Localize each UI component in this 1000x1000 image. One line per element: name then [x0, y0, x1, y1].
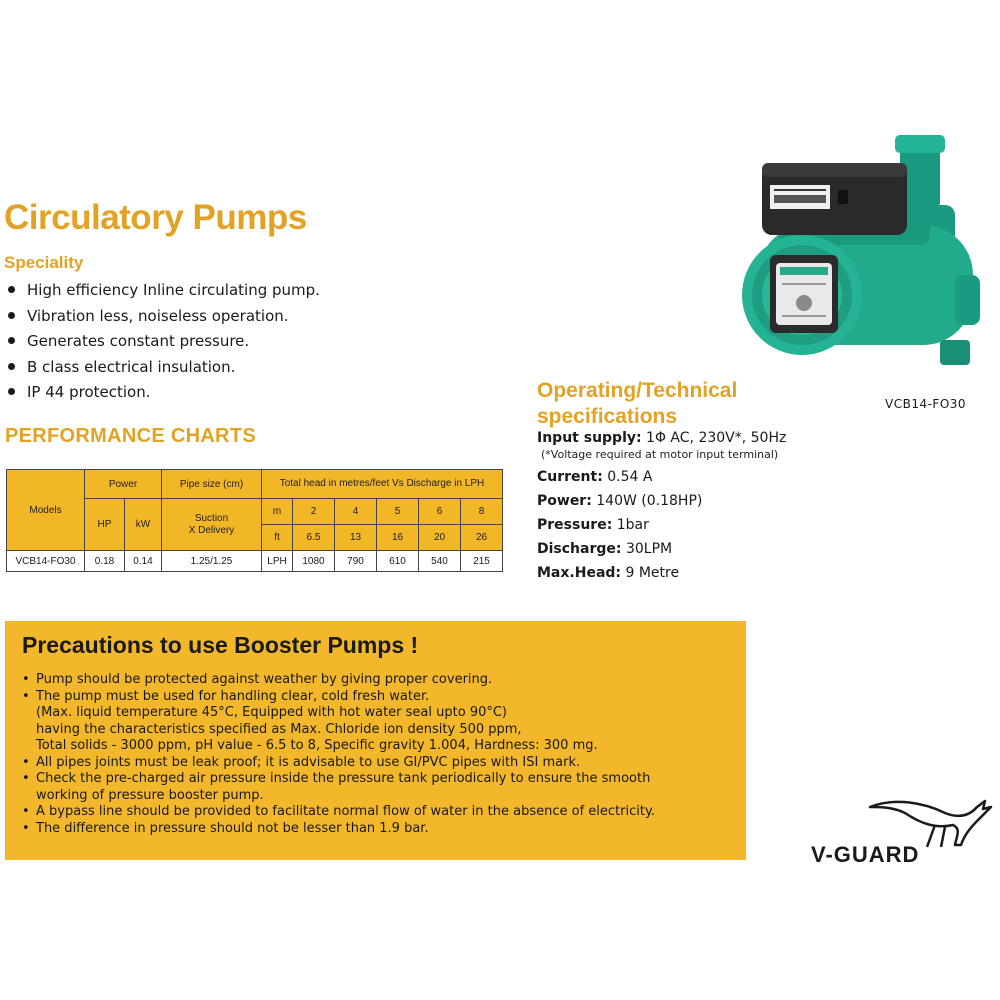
- head-header: Total head in metres/feet Vs Discharge in LPH: [262, 470, 503, 499]
- spec-pressure: Pressure: 1bar: [537, 517, 649, 533]
- lph-cell: 215: [461, 551, 503, 572]
- unit-cell: LPH: [262, 551, 293, 572]
- spec-discharge: Discharge: 30LPM: [537, 541, 673, 557]
- precaution-item: • A bypass line should be provided to facilitate normal flow of water in the absence of electricity.: [22, 804, 655, 819]
- ft-value: 16: [377, 525, 419, 551]
- bullet-icon: [8, 337, 15, 344]
- performance-table: [6, 469, 503, 572]
- m-value: 4: [335, 499, 377, 525]
- precaution-item: • All pipes joints must be leak proof; it is advisable to use GI/PVC pipes with ISI mark.: [22, 754, 581, 770]
- ft-value: 20: [419, 525, 461, 551]
- precaution-item: • Check the pre-charged air pressure inside the pressure tank periodically to ensure the smooth: [22, 771, 651, 786]
- bullet-icon: [8, 363, 15, 370]
- spec-input-note: (*Voltage required at motor input terminal): [541, 448, 779, 461]
- page-title: Circulatory Pumps: [4, 198, 307, 237]
- lph-cell: 540: [419, 551, 461, 572]
- performance-heading: PERFORMANCE CHARTS: [5, 425, 256, 447]
- precaution-item: Total solids - 3000 ppm, pH value - 6.5 to 8, Specific gravity 1.004, Hardness: 300 mg.: [36, 738, 598, 753]
- precaution-item: (Max. liquid temperature 45°C, Equipped with hot water seal upto 90°C): [36, 705, 508, 720]
- ft-value: 26: [461, 525, 503, 551]
- speciality-item: High efficiency Inline circulating pump.: [4, 278, 320, 304]
- bullet-icon: [8, 286, 15, 293]
- bullet-icon: [8, 312, 15, 319]
- ft-value: 13: [335, 525, 377, 551]
- precaution-item: • The pump must be used for handling clear, cold fresh water.: [22, 688, 430, 704]
- precaution-item: • Pump should be protected against weather by giving proper covering.: [22, 672, 493, 687]
- pump-product-image: [740, 135, 990, 375]
- precaution-item: • The difference in pressure should not be lesser than 1.9 bar.: [22, 820, 429, 836]
- models-header: Models: [7, 470, 85, 551]
- brand-logo-text: V-GUARD: [811, 842, 920, 867]
- pipe-size-header: Pipe size (cm): [162, 470, 262, 499]
- speciality-item: Vibration less, noiseless operation.: [4, 304, 320, 330]
- precaution-item: having the characteristics specified as Max. Chloride ion density 500 ppm,: [36, 721, 522, 737]
- operating-heading: Operating/Technical specifications: [537, 379, 738, 428]
- spec-power: Power: 140W (0.18HP): [537, 493, 703, 509]
- spec-max-head: Max.Head: 9 Metre: [537, 565, 680, 581]
- power-header: Power: [85, 470, 162, 499]
- product-model-caption: VCB14-FO30: [885, 397, 967, 411]
- speciality-item: IP 44 protection.: [4, 380, 320, 406]
- kw-cell: 0.14: [125, 551, 162, 572]
- m-value: 5: [377, 499, 419, 525]
- pipe-cell: 1.25/1.25: [162, 551, 262, 572]
- kw-header: kW: [125, 499, 162, 551]
- suction-header: Suction X Delivery: [162, 499, 262, 551]
- lph-cell: 1080: [293, 551, 335, 572]
- lph-cell: 790: [335, 551, 377, 572]
- speciality-list: [4, 278, 320, 406]
- precautions-list: [22, 672, 655, 837]
- spec-current: Current: 0.54 A: [537, 469, 653, 485]
- spec-input-supply: Input supply: 1Φ AC, 230V*, 50Hz: [537, 430, 787, 446]
- hp-header: HP: [85, 499, 125, 551]
- speciality-item: B class electrical insulation.: [4, 355, 320, 381]
- m-value: 6: [419, 499, 461, 525]
- precautions-title: Precautions to use Booster Pumps !: [22, 632, 419, 658]
- precaution-item: working of pressure booster pump.: [36, 787, 264, 803]
- table-row: [7, 551, 503, 572]
- speciality-item: Generates constant pressure.: [4, 329, 320, 355]
- ft-value: 6.5: [293, 525, 335, 551]
- m-value: 8: [461, 499, 503, 525]
- bullet-icon: [8, 388, 15, 395]
- ft-header: ft: [262, 525, 293, 551]
- speciality-heading: Speciality: [4, 253, 84, 272]
- m-header: m: [262, 499, 293, 525]
- lph-cell: 610: [377, 551, 419, 572]
- hp-cell: 0.18: [85, 551, 125, 572]
- model-cell: VCB14-FO30: [7, 551, 85, 572]
- m-value: 2: [293, 499, 335, 525]
